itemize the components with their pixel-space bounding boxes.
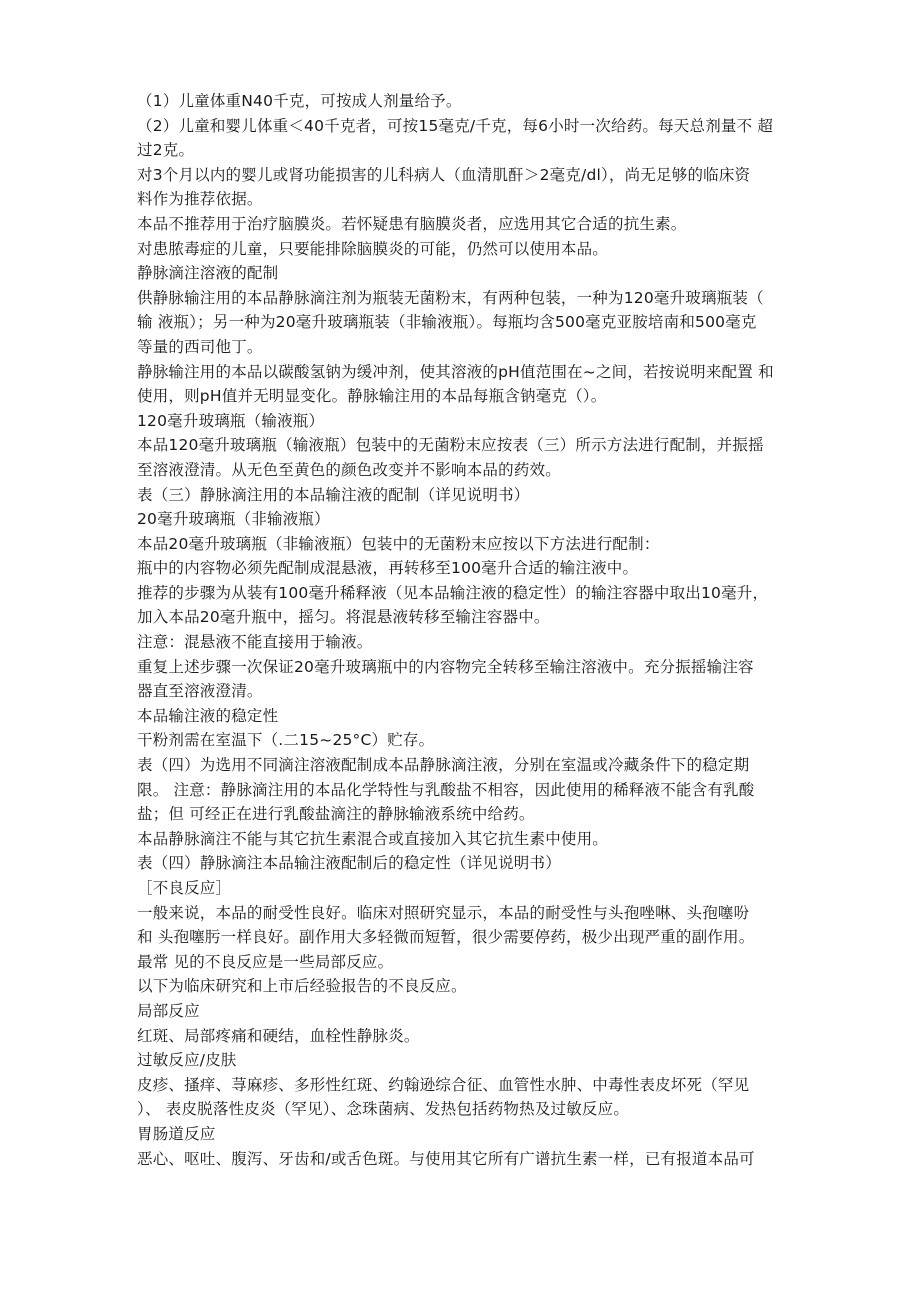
text-line: 恶心、呕吐、腹泻、牙齿和/或舌色斑。与使用其它所有广谱抗生素一样，已有报道本品可 <box>137 1149 755 1168</box>
text-line: ）、 表皮脱落性皮炎（罕见）、念珠菌病、发热包括药物热及过敏反应。 <box>137 1100 630 1119</box>
text-line: 限。 注意：静脉滴注用的本品化学特性与乳酸盐不相容，因此使用的稀释液不能含有乳酸 <box>137 780 755 799</box>
text-line: 至溶液澄清。从无色至黄色的颜色改变并不影响本品的药效。 <box>137 460 561 479</box>
section-heading: 120毫升玻璃瓶（输液瓶） <box>137 411 325 430</box>
text-line: 本品20毫升玻璃瓶（非输液瓶）包装中的无菌粉末应按以下方法进行配制： <box>137 534 660 553</box>
text-line: 本品120毫升玻璃瓶（输液瓶）包装中的无菌粉末应按表（三）所示方法进行配制，并振摇 <box>137 436 764 455</box>
text-line: 重复上述步骤一次保证20毫升玻璃瓶中的内容物完全转移至输注溶液中。充分振摇输注容 <box>137 657 754 676</box>
text-line: 盐；但 可经正在进行乳酸盐滴注的静脉输液系统中给药。 <box>137 805 535 824</box>
text-line: 供静脉输注用的本品静脉滴注剂为瓶装无菌粉末，有两种包装，一种为120毫升玻璃瓶装（ <box>137 288 764 307</box>
text-line: 红斑、局部疼痛和硬结，血栓性静脉炎。 <box>137 1026 420 1045</box>
text-line: 料作为推荐依据。 <box>137 190 263 209</box>
table-reference: 表（四）静脉滴注本品输注液配制后的稳定性（详见说明书） <box>137 854 561 873</box>
text-line: 等量的西司他丁。 <box>137 337 263 356</box>
text-line: 静脉输注用的本品以碳酸氢钠为缓冲剂，使其溶液的pH值范围在~之间，若按说明来配置 和 <box>137 362 774 381</box>
text-line: 本品静脉滴注不能与其它抗生素混合或直接加入其它抗生素中使用。 <box>137 829 609 848</box>
text-line: 推荐的步骤为从装有100毫升稀释液（见本品输注液的稳定性）的输注容器中取出10毫升， <box>137 583 769 602</box>
text-line: （1）儿童体重N40千克，可按成人剂量给予。 <box>137 92 462 110</box>
text-line: 和 头孢噻肟一样良好。副作用大多轻微而短暂，很少需要停药，极少出现严重的副作用。 <box>137 928 755 947</box>
text-line: 对3个月以内的婴儿或肾功能损害的儿科病人（血清肌酐＞2毫克/dl），尚无足够的临床资 <box>137 165 751 184</box>
table-reference: 表（三）静脉滴注用的本品输注液的配制（详见说明书） <box>137 485 530 504</box>
section-heading: 20毫升玻璃瓶（非输液瓶） <box>137 510 330 529</box>
text-line: 皮疹、搔痒、荨麻疹、多形性红斑、约翰逊综合征、血管性水肿、中毒性表皮坏死（罕见 <box>137 1075 750 1094</box>
text-line: 加入本品20毫升瓶中，摇匀。将混悬液转移至输注容器中。 <box>137 608 550 627</box>
text-line: 器直至溶液澄清。 <box>137 682 263 701</box>
text-line: 使用，则pH值并无明显变化。静脉输注用的本品每瓶含钠毫克（）。 <box>137 387 607 406</box>
text-line: 一般来说，本品的耐受性良好。临床对照研究显示，本品的耐受性与头孢唑啉、头孢噻吩 <box>137 903 750 922</box>
text-line: 对患脓毒症的儿童，只要能排除脑膜炎的可能，仍然可以使用本品。 <box>137 239 609 258</box>
document-page <box>137 89 797 1171</box>
section-heading: 本品输注液的稳定性 <box>137 706 279 725</box>
text-line: 本品不推荐用于治疗脑膜炎。若怀疑患有脑膜炎者，应选用其它合适的抗生素。 <box>137 214 687 233</box>
text-line: 干粉剂需在室温下（.二15~25°C）贮存。 <box>137 731 435 750</box>
text-line: 以下为临床研究和上市后经验报告的不良反应。 <box>137 977 467 996</box>
section-heading: 静脉滴注溶液的配制 <box>137 264 279 283</box>
text-line: 输 液瓶）；另一种为20毫升玻璃瓶装（非输液瓶）。每瓶均含500毫克亚胺培南和500毫克 <box>137 313 757 332</box>
text-line: 表（四）为选用不同滴注溶液配制成本品静脉滴注液，分别在室温或冷藏条件下的稳定期 <box>137 756 750 775</box>
section-heading: ［不良反应］ <box>137 879 232 897</box>
text-line: （2）儿童和婴儿体重＜40千克者，可按15毫克/千克，每6小时一次给药。每天总剂量不 超 <box>137 116 774 135</box>
section-heading: 局部反应 <box>137 1001 200 1020</box>
text-line: 过2克。 <box>137 141 195 160</box>
section-heading: 胃肠道反应 <box>137 1124 216 1143</box>
text-line: 最常 见的不良反应是一些局部反应。 <box>137 952 394 971</box>
section-heading: 过敏反应/皮肤 <box>137 1051 237 1070</box>
text-line: 瓶中的内容物必须先配制成混悬液，再转移至100毫升合适的输注液中。 <box>137 559 639 578</box>
note-line: 注意：混悬液不能直接用于输液。 <box>137 633 373 652</box>
